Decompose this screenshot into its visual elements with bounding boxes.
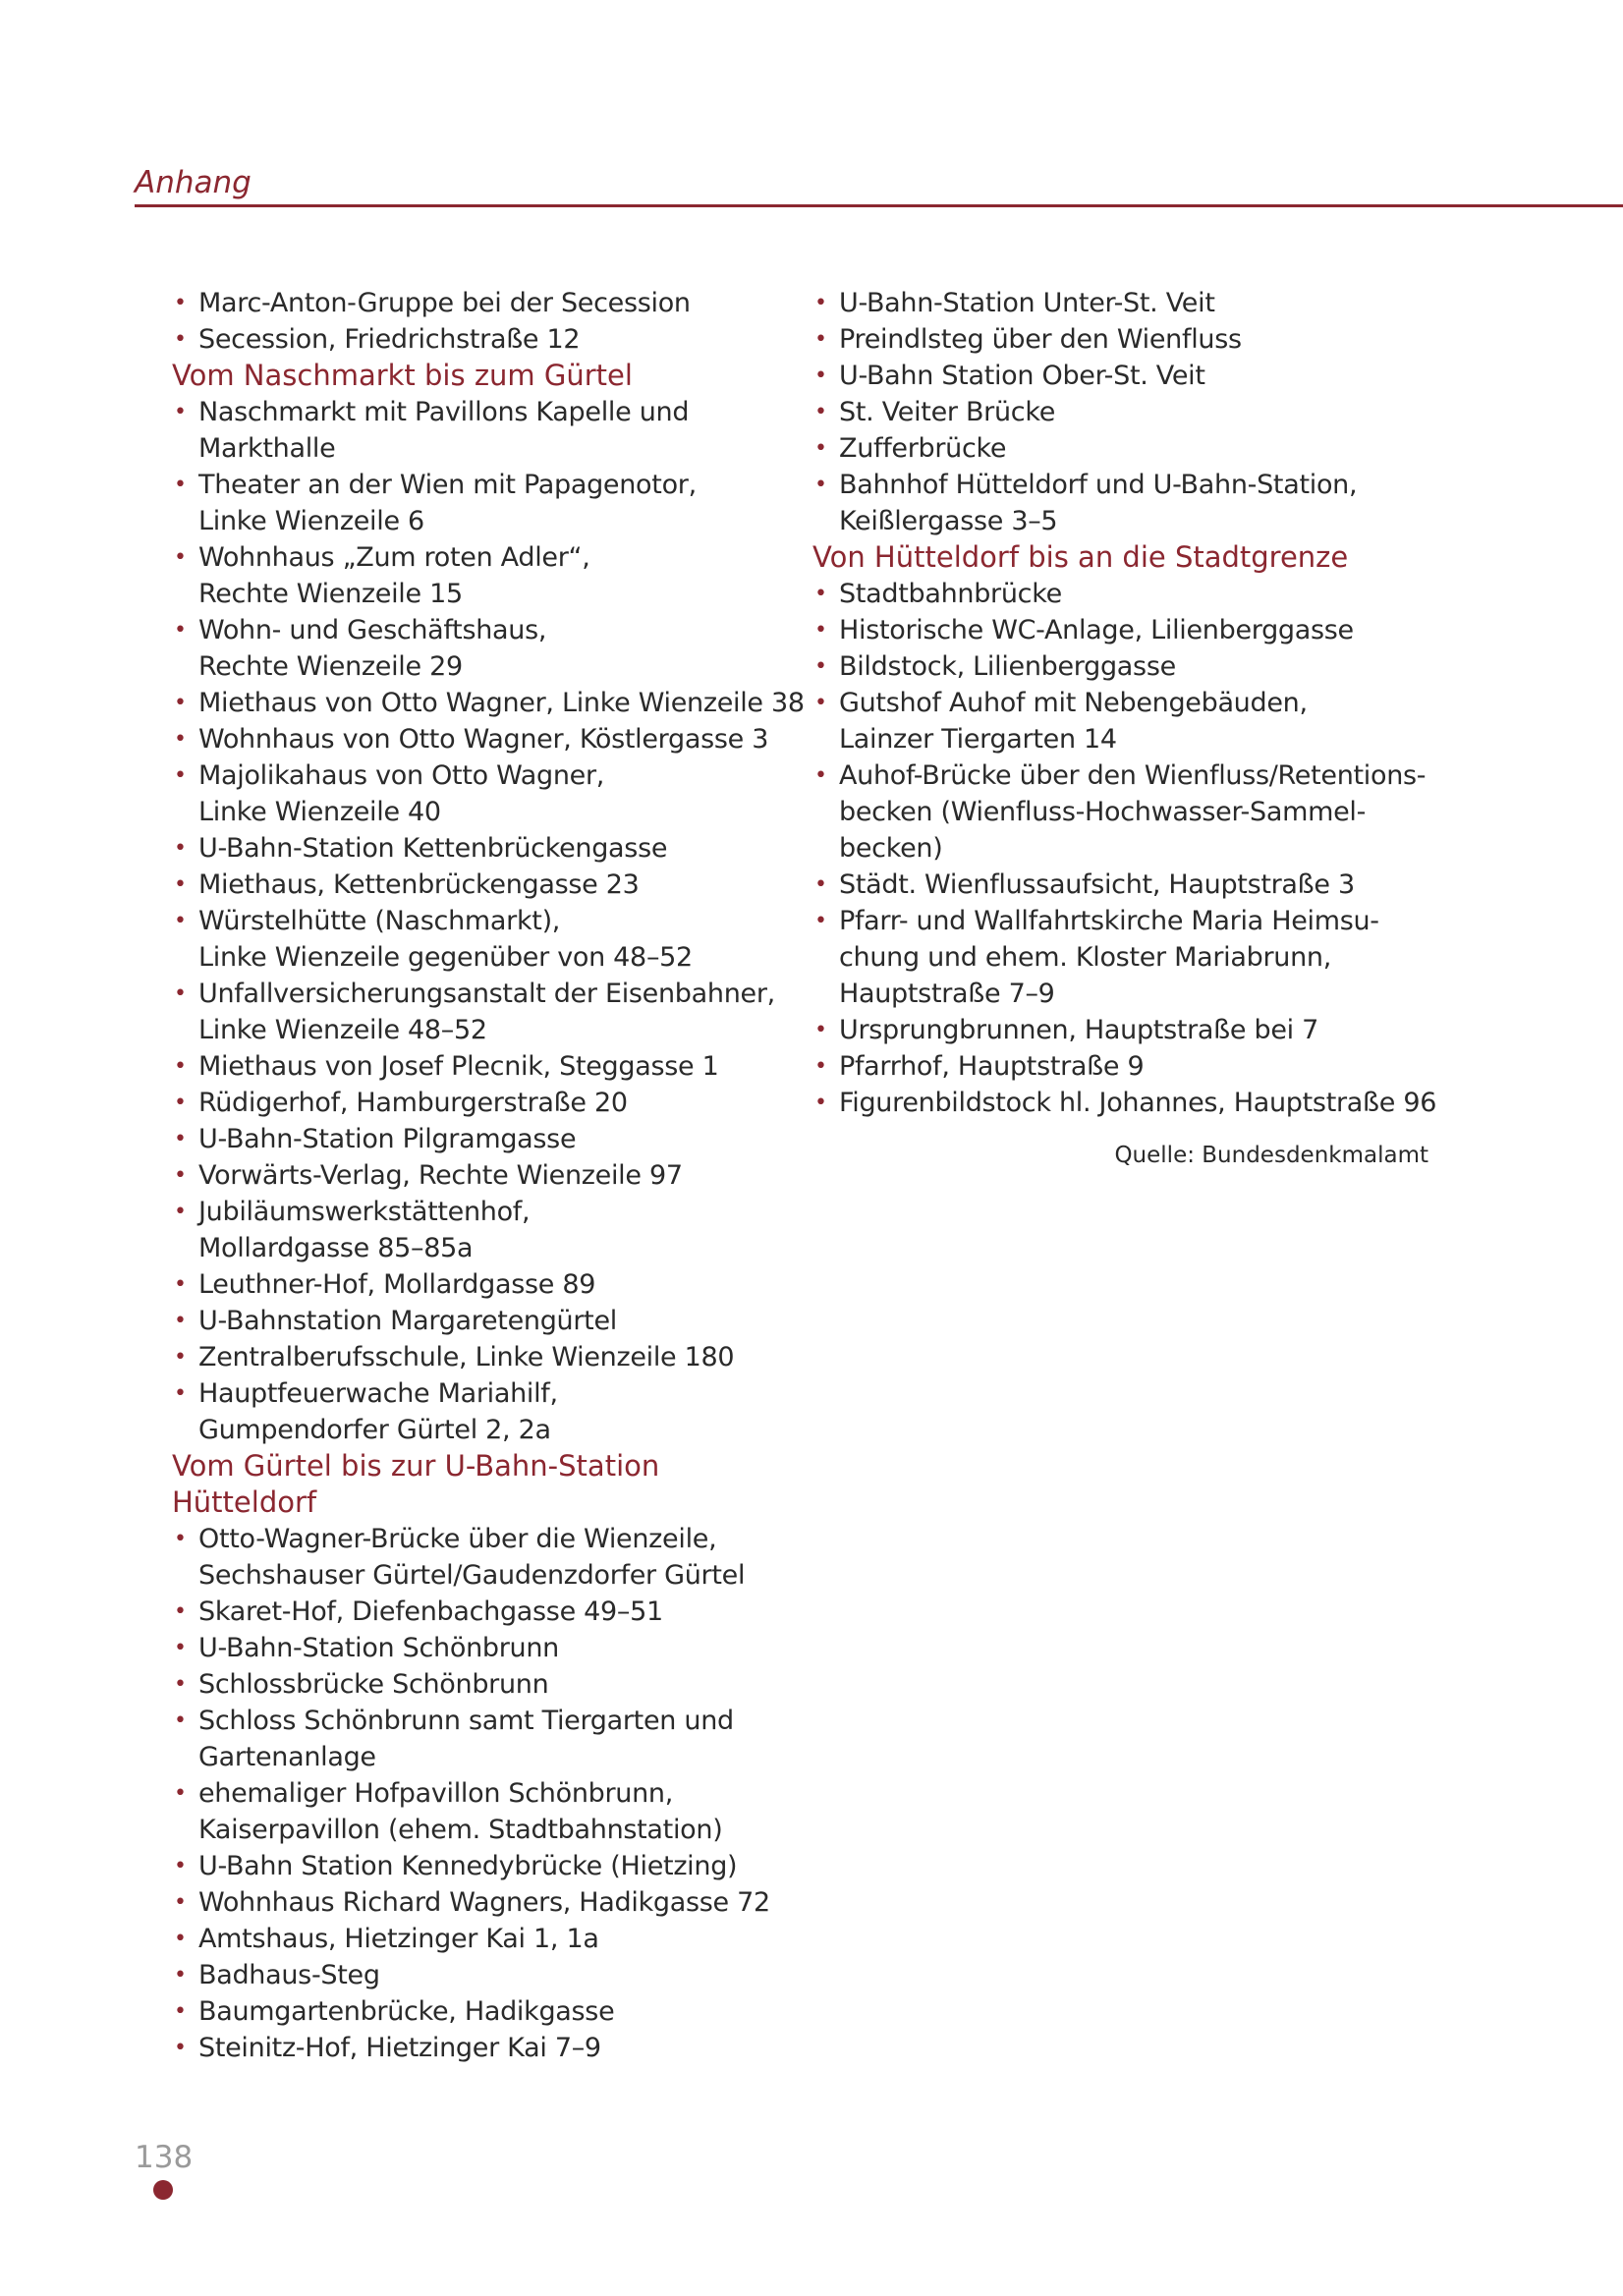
list-item-line: • Preindlsteg über den Wienfluss xyxy=(839,324,1242,355)
list-item-line: • Ursprungbrunnen, Hauptstraße bei 7 xyxy=(839,1015,1318,1045)
list-item-line: becken) xyxy=(839,833,943,864)
list-item xyxy=(814,1012,1443,1048)
list-item-line: • Zufferbrücke xyxy=(839,433,1007,464)
list-item-line: • Wohn- und Geschäftshaus, xyxy=(198,615,547,645)
list-item xyxy=(174,1921,803,1957)
page-marker-dot xyxy=(153,2180,173,2200)
page-number: 138 xyxy=(135,2140,194,2175)
list-item-line: Rechte Wienzeile 15 xyxy=(198,579,463,609)
list-item-line: • U-Bahnstation Margaretengürtel xyxy=(198,1306,617,1336)
list-item-line: • Badhaus-Steg xyxy=(198,1960,380,1990)
list-item-line: Gumpendorfer Gürtel 2, 2a xyxy=(198,1415,551,1445)
list-item-line: Linke Wienzeile 48–52 xyxy=(198,1015,487,1045)
list-item xyxy=(174,1703,803,1775)
list-item xyxy=(174,1085,803,1121)
list-item-line: • Würstelhütte (Naschmarkt), xyxy=(198,906,561,936)
list-item-line: becken (Wienfluss-Hochwasser-Sammel- xyxy=(839,797,1367,827)
list-item-line: Mollardgasse 85–85a xyxy=(198,1233,474,1263)
list-item-line: • Wohnhaus von Otto Wagner, Köstlergasse 3 xyxy=(198,724,769,755)
list-item xyxy=(814,648,1443,685)
list-item xyxy=(814,685,1443,757)
list-item-line: Markthalle xyxy=(198,433,336,464)
list-item-line: • Städt. Wienflussaufsicht, Hauptstraße 3 xyxy=(839,869,1355,900)
list-item xyxy=(174,976,803,1048)
list-item xyxy=(814,757,1443,867)
list-item xyxy=(814,1085,1443,1121)
list-item xyxy=(174,1884,803,1921)
list-item xyxy=(174,867,803,903)
list-item-line: Sechshauser Gürtel/Gaudenzdorfer Gürtel xyxy=(198,1560,746,1591)
list-item-line: • Unfallversicherungsanstalt der Eisenbahner, xyxy=(198,979,775,1009)
list-item-line: • Skaret-Hof, Diefenbachgasse 49–51 xyxy=(198,1596,663,1627)
list-item-line: Gartenanlage xyxy=(198,1742,376,1772)
list-item-line: • Naschmarkt mit Pavillons Kapelle und xyxy=(198,397,690,427)
list-item xyxy=(814,467,1443,539)
list-item xyxy=(174,1666,803,1703)
list-item xyxy=(814,321,1443,358)
list-item xyxy=(174,1048,803,1085)
list-item-line: • Steinitz-Hof, Hietzinger Kai 7–9 xyxy=(198,2033,601,2063)
list-item-line: • Theater an der Wien mit Papagenotor, xyxy=(198,470,697,500)
list-item xyxy=(174,1266,803,1303)
list-item xyxy=(174,1957,803,1993)
list-item-line: • Gutshof Auhof mit Nebengebäuden, xyxy=(839,688,1308,718)
list-item-line: • Baumgartenbrücke, Hadikgasse xyxy=(198,1996,615,2027)
list-item-line: • U-Bahn-Station Pilgramgasse xyxy=(198,1124,577,1154)
list-item xyxy=(174,1303,803,1339)
list-item xyxy=(174,1339,803,1375)
list-item xyxy=(174,1594,803,1630)
list-item xyxy=(174,2030,803,2066)
list-item-line: • Amtshaus, Hietzinger Kai 1, 1a xyxy=(198,1924,599,1954)
section-heading: Vom Naschmarkt bis zum Gürtel xyxy=(172,359,633,392)
list-item-line: • Leuthner-Hof, Mollardgasse 89 xyxy=(198,1269,596,1300)
list-item-line: • Schlossbrücke Schönbrunn xyxy=(198,1669,549,1700)
list-item xyxy=(174,1848,803,1884)
list-item-line: Linke Wienzeile 6 xyxy=(198,506,424,536)
section-heading: Von Hütteldorf bis an die Stadtgrenze xyxy=(812,540,1349,574)
list-item-line: • U-Bahn-Station Kettenbrückengasse xyxy=(198,833,668,864)
list-item xyxy=(174,1521,803,1594)
list-item-line: • Wohnhaus Richard Wagners, Hadikgasse 72 xyxy=(198,1887,770,1918)
list-item-line: • Rüdigerhof, Hamburgerstraße 20 xyxy=(198,1088,628,1118)
list-item-line: • U-Bahn Station Ober-St. Veit xyxy=(839,361,1205,391)
monument-list xyxy=(174,285,803,358)
header-divider xyxy=(135,204,1623,207)
list-item-line: Kaiserpavillon (ehem. Stadtbahnstation) xyxy=(198,1815,723,1845)
list-item-line: • U-Bahn-Station Schönbrunn xyxy=(198,1633,559,1663)
list-item xyxy=(174,1157,803,1194)
list-item-line: • Pfarr- und Wallfahrtskirche Maria Heimsu- xyxy=(839,906,1379,936)
list-item-line: • Auhof-Brücke über den Wienfluss/Retentions- xyxy=(839,760,1427,791)
list-item-line: • Otto-Wagner-Brücke über die Wienzeile, xyxy=(198,1524,717,1554)
list-item xyxy=(174,721,803,757)
list-item-line: • Bahnhof Hütteldorf und U-Bahn-Station, xyxy=(839,470,1358,500)
monument-list xyxy=(174,394,803,1448)
left-column xyxy=(174,285,803,2066)
list-item xyxy=(174,757,803,830)
list-item xyxy=(174,285,803,321)
list-item-line: • St. Veiter Brücke xyxy=(839,397,1056,427)
list-item-line: • Bildstock, Lilienberggasse xyxy=(839,651,1176,682)
list-item xyxy=(174,612,803,685)
list-item-line: Linke Wienzeile 40 xyxy=(198,797,441,827)
list-item-line: • Miethaus von Otto Wagner, Linke Wienzeile 38 xyxy=(198,688,805,718)
section-title: Anhang xyxy=(135,165,252,200)
list-item xyxy=(814,285,1443,321)
monument-list xyxy=(814,576,1443,1121)
right-column xyxy=(814,285,1443,1168)
list-item-line: • Stadtbahnbrücke xyxy=(839,579,1062,609)
list-item xyxy=(174,539,803,612)
source-note: Quelle: Bundesdenkmalamt xyxy=(1114,1143,1428,1168)
list-item xyxy=(814,1048,1443,1085)
list-item xyxy=(174,1993,803,2030)
list-item xyxy=(814,430,1443,467)
monument-list xyxy=(814,285,1443,539)
list-item xyxy=(174,1194,803,1266)
list-item xyxy=(814,612,1443,648)
list-item-line: • Zentralberufsschule, Linke Wienzeile 180 xyxy=(198,1342,735,1372)
list-item-line: • U-Bahn-Station Unter-St. Veit xyxy=(839,288,1215,318)
list-item-line: • Pfarrhof, Hauptstraße 9 xyxy=(839,1051,1145,1082)
monument-list xyxy=(174,1521,803,2066)
list-item-line: • Marc-Anton-Gruppe bei der Secession xyxy=(198,288,691,318)
list-item-line: • Wohnhaus „Zum roten Adler“, xyxy=(198,542,590,573)
list-item xyxy=(814,358,1443,394)
list-item-line: Linke Wienzeile gegenüber von 48–52 xyxy=(198,942,693,973)
list-item-line: • Miethaus von Josef Plecnik, Steggasse 1 xyxy=(198,1051,719,1082)
list-item xyxy=(174,467,803,539)
list-item-line: Lainzer Tiergarten 14 xyxy=(839,724,1117,755)
list-item-line: • Schloss Schönbrunn samt Tiergarten und xyxy=(198,1706,734,1736)
list-item xyxy=(174,394,803,467)
list-item xyxy=(814,903,1443,1012)
list-item-line: Keißlergasse 3–5 xyxy=(839,506,1058,536)
list-item-line: Rechte Wienzeile 29 xyxy=(198,651,463,682)
list-item-line: • Secession, Friedrichstraße 12 xyxy=(198,324,581,355)
list-item-line: • U-Bahn Station Kennedybrücke (Hietzing) xyxy=(198,1851,738,1881)
list-item-line: • Figurenbildstock hl. Johannes, Hauptstraße 96 xyxy=(839,1088,1437,1118)
list-item xyxy=(174,321,803,358)
list-item xyxy=(174,1121,803,1157)
list-item xyxy=(174,830,803,867)
list-item xyxy=(174,903,803,976)
list-item-line: • Majolikahaus von Otto Wagner, xyxy=(198,760,605,791)
list-item-line: • ehemaliger Hofpavillon Schönbrunn, xyxy=(198,1778,674,1809)
list-item xyxy=(174,1375,803,1448)
list-item xyxy=(814,867,1443,903)
list-item-line: Hauptstraße 7–9 xyxy=(839,979,1055,1009)
list-item-line: • Miethaus, Kettenbrückengasse 23 xyxy=(198,869,640,900)
section-heading: Vom Gürtel bis zur U-Bahn-Station Hütteldorf xyxy=(172,1449,660,1519)
list-item-line: • Hauptfeuerwache Mariahilf, xyxy=(198,1378,558,1409)
list-item-line: • Historische WC-Anlage, Lilienberggasse xyxy=(839,615,1354,645)
list-item-line: • Jubiläumswerkstättenhof, xyxy=(198,1197,531,1227)
list-item-line: • Vorwärts-Verlag, Rechte Wienzeile 97 xyxy=(198,1160,683,1191)
list-item xyxy=(814,576,1443,612)
list-item xyxy=(174,1630,803,1666)
list-item xyxy=(814,394,1443,430)
list-item xyxy=(174,1775,803,1848)
list-item xyxy=(174,685,803,721)
list-item-line: chung und ehem. Kloster Mariabrunn, xyxy=(839,942,1331,973)
